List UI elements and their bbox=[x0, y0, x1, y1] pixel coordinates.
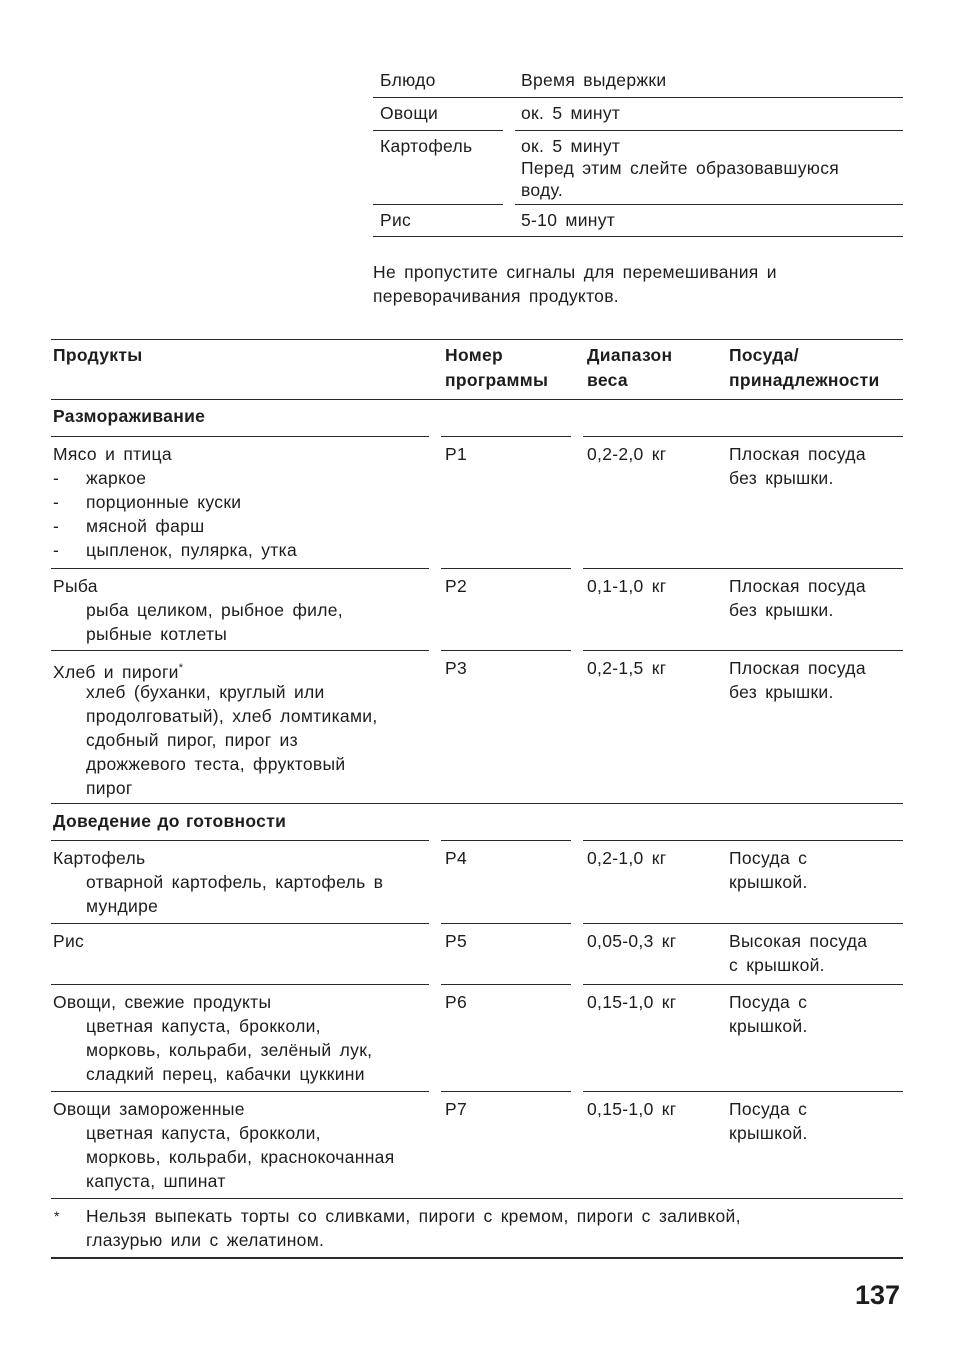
divider bbox=[51, 436, 429, 437]
row-dishware: Плоская посуда bbox=[729, 658, 866, 678]
row-weight: 0,15-1,0 кг bbox=[587, 992, 677, 1012]
header-rule bbox=[51, 399, 903, 400]
row-weight: 0,2-2,0 кг bbox=[587, 444, 667, 464]
divider bbox=[373, 236, 903, 237]
row-weight: 0,05-0,3 кг bbox=[587, 931, 677, 951]
row-dishware: без крышки. bbox=[729, 468, 834, 488]
row-name: Овощи замороженные bbox=[53, 1099, 245, 1119]
col-header-time: Время выдержки bbox=[521, 70, 667, 90]
cell-dish: Картофель bbox=[380, 136, 473, 156]
row-name: Мясо и птица bbox=[53, 444, 172, 464]
cell-time: воду. bbox=[521, 180, 564, 200]
row-name: Картофель bbox=[53, 848, 146, 868]
cell-time: ок. 5 минут bbox=[521, 136, 621, 156]
row-dishware: крышкой. bbox=[729, 1123, 808, 1143]
row-name: Рис bbox=[53, 931, 85, 951]
divider bbox=[51, 1091, 429, 1092]
col-header-program: Номер bbox=[445, 345, 503, 365]
divider bbox=[583, 650, 903, 651]
row-sub: продолговатый), хлеб ломтиками, bbox=[86, 706, 378, 726]
col-header-dishware: Посуда/ bbox=[729, 345, 799, 365]
row-dishware: без крышки. bbox=[729, 600, 834, 620]
row-dishware: крышкой. bbox=[729, 872, 808, 892]
row-dishware: Посуда с bbox=[729, 992, 808, 1012]
row-sub: дрожжевого теста, фруктовый bbox=[86, 754, 346, 774]
row-dishware: Посуда с bbox=[729, 848, 808, 868]
col-header-weight: веса bbox=[587, 370, 628, 390]
row-program: P2 bbox=[445, 576, 468, 596]
divider bbox=[373, 130, 503, 131]
divider bbox=[441, 923, 571, 924]
cell-dish: Овощи bbox=[380, 103, 439, 123]
footnote-line: Нельзя выпекать торты со сливками, пироги с кремом, пироги с заливкой, bbox=[86, 1206, 741, 1226]
divider bbox=[373, 204, 503, 205]
row-program: P3 bbox=[445, 658, 468, 678]
cell-time: ок. 5 минут bbox=[521, 103, 621, 123]
row-sub: морковь, кольраби, краснокочанная bbox=[86, 1147, 395, 1167]
page-number: 137 bbox=[855, 1280, 901, 1310]
note-line: переворачивания продуктов. bbox=[373, 286, 619, 306]
divider bbox=[441, 1091, 571, 1092]
divider bbox=[515, 204, 903, 205]
divider bbox=[441, 436, 571, 437]
row-dishware: с крышкой. bbox=[729, 955, 825, 975]
row-item: жаркое bbox=[86, 468, 147, 488]
divider bbox=[51, 1198, 903, 1199]
divider bbox=[583, 923, 903, 924]
divider bbox=[583, 984, 903, 985]
divider bbox=[441, 984, 571, 985]
divider bbox=[583, 568, 903, 569]
col-header-weight: Диапазон bbox=[587, 345, 673, 365]
footnote-mark: * bbox=[178, 662, 184, 674]
row-sub: сдобный пирог, пирог из bbox=[86, 730, 298, 750]
row-program: P1 bbox=[445, 444, 468, 464]
row-sub: цветная капуста, брокколи, bbox=[86, 1016, 321, 1036]
row-dishware: Посуда с bbox=[729, 1099, 808, 1119]
note-line: Не пропустите сигналы для перемешивания и bbox=[373, 262, 777, 282]
row-sub: цветная капуста, брокколи, bbox=[86, 1123, 321, 1143]
divider bbox=[373, 97, 903, 98]
row-sub: мундире bbox=[86, 896, 159, 916]
row-program: P6 bbox=[445, 992, 468, 1012]
divider bbox=[51, 923, 429, 924]
row-sub: пирог bbox=[86, 778, 133, 798]
row-sub: капуста, шпинат bbox=[86, 1171, 226, 1191]
divider bbox=[51, 650, 429, 651]
divider bbox=[51, 840, 429, 841]
row-dishware: Плоская посуда bbox=[729, 576, 866, 596]
row-item: цыпленок, пулярка, утка bbox=[86, 540, 297, 560]
row-item: мясной фарш bbox=[86, 516, 205, 536]
divider bbox=[515, 130, 903, 131]
row-sub: сладкий перец, кабачки цуккини bbox=[86, 1064, 365, 1084]
row-item: порционные куски bbox=[86, 492, 242, 512]
row-sub: рыбные котлеты bbox=[86, 624, 228, 644]
table-bottom-rule bbox=[51, 1257, 903, 1259]
row-weight: 0,15-1,0 кг bbox=[587, 1099, 677, 1119]
row-sub: морковь, кольраби, зелёный лук, bbox=[86, 1040, 373, 1060]
row-dishware: Высокая посуда bbox=[729, 931, 868, 951]
col-header-dish: Блюдо bbox=[380, 70, 436, 90]
bullet-dash: - bbox=[53, 516, 60, 536]
section-title-cooking: Доведение до готовности bbox=[53, 811, 287, 831]
footnote-mark: * bbox=[54, 1208, 60, 1224]
row-program: P4 bbox=[445, 848, 468, 868]
col-header-program: программы bbox=[445, 370, 549, 390]
divider bbox=[583, 436, 903, 437]
divider bbox=[51, 984, 429, 985]
bullet-dash: - bbox=[53, 540, 60, 560]
divider bbox=[441, 840, 571, 841]
divider bbox=[441, 568, 571, 569]
table-top-rule bbox=[51, 339, 903, 340]
divider bbox=[583, 1091, 903, 1092]
col-header-dishware: принадлежности bbox=[729, 370, 880, 390]
divider bbox=[51, 568, 429, 569]
cell-time: 5-10 минут bbox=[521, 210, 616, 230]
section-rule bbox=[51, 803, 903, 804]
row-sub: рыба целиком, рыбное филе, bbox=[86, 600, 343, 620]
row-weight: 0,2-1,0 кг bbox=[587, 848, 667, 868]
row-program: P7 bbox=[445, 1099, 468, 1119]
row-name: Рыба bbox=[53, 576, 98, 596]
cell-dish: Рис bbox=[380, 210, 412, 230]
col-header-products: Продукты bbox=[53, 345, 143, 365]
footnote-line: глазурью или с желатином. bbox=[86, 1230, 325, 1250]
section-title-defrost: Размораживание bbox=[53, 406, 206, 426]
row-dishware: крышкой. bbox=[729, 1016, 808, 1036]
divider bbox=[441, 650, 571, 651]
row-dishware: Плоская посуда bbox=[729, 444, 866, 464]
row-weight: 0,2-1,5 кг bbox=[587, 658, 667, 678]
row-program: P5 bbox=[445, 931, 468, 951]
cell-time: Перед этим слейте образовавшуюся bbox=[521, 158, 840, 178]
row-sub: хлеб (буханки, круглый или bbox=[86, 682, 325, 702]
row-weight: 0,1-1,0 кг bbox=[587, 576, 667, 596]
bullet-dash: - bbox=[53, 492, 60, 512]
divider bbox=[583, 840, 903, 841]
row-sub: отварной картофель, картофель в bbox=[86, 872, 384, 892]
row-name-text: Хлеб и пироги bbox=[53, 661, 179, 682]
row-dishware: без крышки. bbox=[729, 682, 834, 702]
bullet-dash: - bbox=[53, 468, 60, 488]
row-name: Овощи, свежие продукты bbox=[53, 992, 272, 1012]
